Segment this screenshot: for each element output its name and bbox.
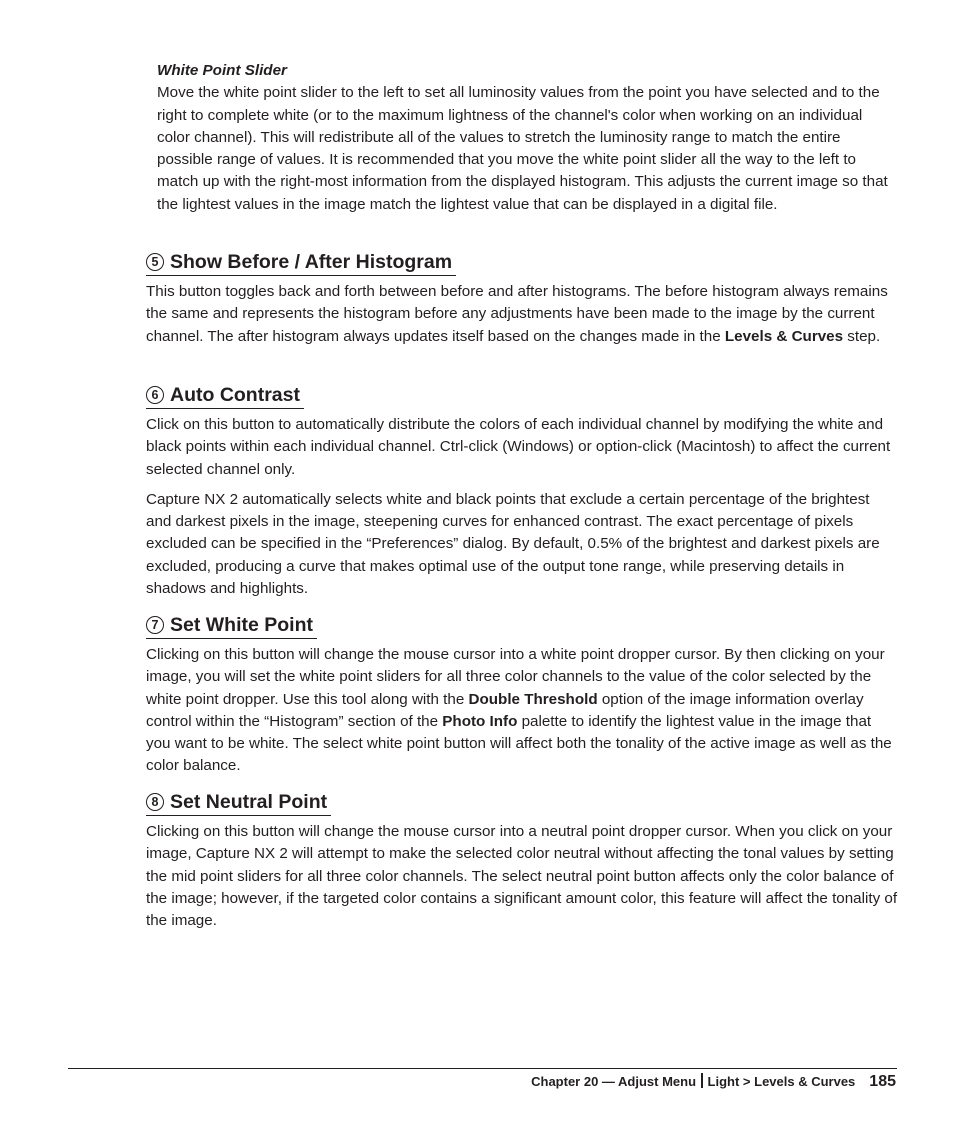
heading-text: Auto Contrast (170, 384, 300, 406)
section-heading (146, 789, 331, 816)
bold-term-photo-info: Photo Info (442, 712, 518, 730)
section-auto-contrast (146, 382, 898, 600)
body-text-run: option of the image information overlay control within the “Histogram” section of the (146, 690, 864, 730)
page-number: 185 (869, 1073, 896, 1090)
section-body-continued: Capture NX 2 automatically selects white and black points that exclude a certain percentage of the brightest and darkest pixels in the image, steepening curves for enhanced contrast. The exact percentage of pixels excluded can be specified in the “Preferences” dialog. By default, 0.5% of the brightest and darkest pixels are excluded, producing a curve that makes optimal use of the output tone range, while preserving details in shadows and highlights. (146, 490, 880, 598)
section-show-before-after-histogram (146, 249, 898, 348)
bold-term-levels-curves: Levels & Curves (724, 327, 844, 345)
body-text-run: step. (843, 327, 881, 345)
circled-number-icon: 7 (146, 616, 164, 634)
body-text-run: Clicking on this button will change the mouse cursor into a white point dropper cursor. By then clicking on your image, you will set the white point sliders for all three color channels to the value of the color selected by the white point dropper. Use this tool along with the (146, 646, 885, 708)
footer-separator (701, 1073, 703, 1088)
heading-text: Show Before / After Histogram (170, 251, 453, 273)
section-body (146, 281, 898, 348)
section-heading (146, 382, 304, 409)
section-set-neutral-point (146, 789, 898, 932)
subsection-body: Move the white point slider to the left to set all luminosity values from the point you have selected and to the right to complete white (or to the maximum lightness of the channel's color when working on an individual color channel). This will redistribute all of the values to stretch the luminosity range to match the entire possible range of values. It is recommended that you move the white point slider all the way to the left to match up with the right-most information from the displayed histogram. This adjusts the current image so that the lightest values in the image match the lightest value that can be displayed in a digital file. (157, 84, 888, 213)
bold-term-double-threshold: Double Threshold (468, 690, 598, 708)
section-body: Clicking on this button will change the mouse cursor into a neutral point dropper cursor. When you click on your image, Capture NX 2 will attempt to make the selected color neutral without affecting the tonal values by setting the mid point sliders for all three color channels. The select neutral point button affects only the color balance of the image; however, if the targeted color contains a significant amount color, this feature will affect the tonality of the image. (146, 823, 898, 930)
heading-text: Set White Point (170, 614, 313, 636)
section-set-white-point (146, 612, 898, 778)
circled-number-icon: 5 (146, 253, 164, 271)
section-body: Click on this button to automatically distribute the colors of each individual channel by modifying the white and black points within each individual channel. Ctrl-click (Windows) or option-click (Macintosh) to affect the current selected channel only. (146, 416, 891, 478)
circled-number-icon: 8 (146, 793, 164, 811)
section-heading (146, 612, 317, 639)
footer-section: Light > Levels & Curves (707, 1074, 856, 1089)
footer-divider (68, 1068, 897, 1069)
footer-chapter: Chapter 20 — Adjust Menu (531, 1074, 697, 1089)
heading-text: Set Neutral Point (170, 791, 328, 813)
section-body (146, 644, 898, 778)
body-text-run: palette to identify the lightest value in the image that you want to be white. The select white point button will affect both the tonality of the active image as well as the color balance. (146, 712, 892, 775)
page-footer (531, 1072, 896, 1092)
subsection-title: White Point Slider (157, 62, 287, 79)
circled-number-icon: 6 (146, 386, 164, 404)
section-heading (146, 249, 456, 276)
white-point-slider-subsection (157, 60, 897, 216)
body-text-run: This button toggles back and forth between before and after histograms. The before histogram always remains the same and represents the histogram before any adjustments have been made to the image by the current channel. The after histogram always updates itself based on the changes made in the (146, 283, 888, 345)
